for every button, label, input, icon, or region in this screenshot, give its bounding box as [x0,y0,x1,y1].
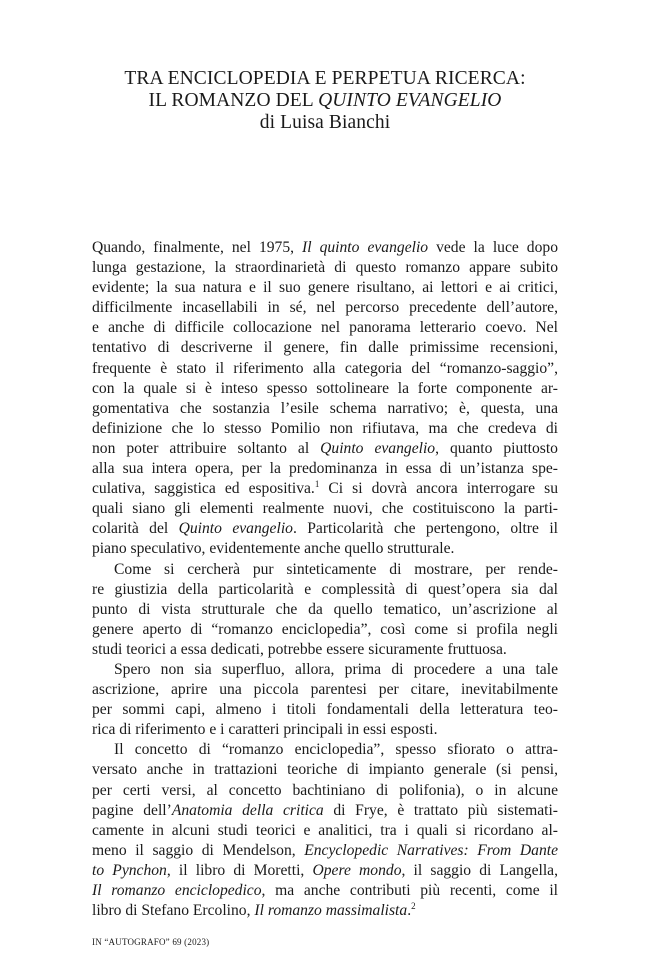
text-line [92,781,558,801]
text-line [92,720,558,740]
text-line [92,760,558,780]
text-line [92,620,558,640]
text-run: punto di vista strutturale che da quello tematico, un’ascrizione al [92,600,558,618]
text-line [92,660,558,680]
text-run: . Particolarità che pertengono, oltre il [292,520,558,538]
italic-title: Opere mondo [312,861,402,879]
text-line [92,499,558,519]
text-line [92,419,558,439]
text-run: studi teorici a essa dedicati, potrebbe essere sicuramente fruttuosa. [92,640,507,658]
text-line [92,439,558,459]
text-line [92,901,558,921]
text-line [92,539,558,559]
text-run: Quando, finalmente, nel 1975, [92,239,303,256]
title-line-2-prefix: IL ROMANZO DEL [148,90,319,111]
italic-title: Quinto evangelio [178,520,293,538]
text-line [92,459,558,479]
text-run: Ci si dovrà ancora interrogare su [319,480,558,498]
text-line [92,560,558,580]
article-header [0,68,650,134]
text-run: , il libro di Moretti, [166,861,313,879]
text-run: meno il saggio di Mendelson, [92,841,305,859]
title-line-2 [0,90,650,112]
text-run: ascrizione, aprire una piccola parentesi per citare, inevitabilmente [92,681,558,699]
footnote-marker: 1 [314,479,320,490]
text-run: per certi versi, al concetto bachtiniano di polifonia), o in alcune [92,781,558,799]
text-run: frequente è stato il riferimento alla categoria del “romanzo-saggio”, [92,359,558,377]
text-run: Spero non sia superfluo, allora, prima di procedere a una tale [114,660,558,678]
text-line [92,379,558,399]
text-run: per sommi capi, almeno i titoli fondamentali della letteratura teo- [92,701,558,719]
italic-title: Il romanzo enciclopedico [92,882,262,899]
text-run: vede la luce dopo [428,239,558,256]
text-run: tentativo di descriverne il genere, fin dalle primissime recensioni, [92,339,558,357]
title-line-1: TRA ENCICLOPEDIA E PERPETUA RICERCA: [124,68,526,89]
text-run: con la quale si è inteso spesso sottolineare la forte componente ar- [92,379,558,397]
text-run: , quanto piuttosto [435,439,558,457]
text-line [92,278,558,298]
text-run: di Frye, è trattato più sistemati- [323,801,558,819]
text-line [92,801,558,821]
italic-title: to Pynchon [92,861,167,879]
text-run: alla sua intera opera, per la predominanza in essa di un’istanza spe- [92,460,558,478]
text-run: camente in alcuni studi teorici e analitici, tra i quali si ricordano al- [92,821,558,839]
text-line [92,740,558,760]
text-line [92,519,558,539]
text-run: difficilmente incasellabili in sé, nel percorso precedente dell’autore, [92,299,558,317]
text-run: e anche di difficile collocazione nel panorama letterario coevo. Nel [92,319,558,337]
article-body [92,238,558,921]
text-line [92,238,558,258]
page-footer: IN “AUTOGRAFO” 69 (2023) [92,937,210,947]
italic-title: Quinto evangelio [320,439,436,457]
text-run: gomentativa che sostanzia l’esile schema narrativo; è, questa, una [92,399,558,417]
text-run: re giustizia della particolarità e complessità di quest’opera sia dal [92,580,558,598]
text-run: culativa, saggistica ed espositiva. [92,480,315,498]
text-line [92,841,558,861]
text-line [92,338,558,358]
italic-title: Encyclopedic Narratives: From Dante [304,841,559,859]
text-run: , il saggio di Langella, [401,861,558,879]
italic-title: Il quinto evangelio [302,239,429,256]
text-line [92,298,558,318]
text-run: definizione che lo stesso Pomilio non rifiutava, ma che credeva di [92,419,558,437]
text-line [92,359,558,379]
italic-title: Anatomia della critica [171,801,324,819]
text-line [92,318,558,338]
text-run: genere aperto di “romanzo enciclopedia”, così come si profila negli [92,620,558,638]
italic-title: Il romanzo massimalista [254,902,408,920]
text-run: . [407,902,412,920]
footnote-marker: 2 [411,901,416,912]
title-line-2-italic: QUINTO EVANGELIO [318,90,502,111]
text-line [92,640,558,660]
text-run: rica di riferimento e i caratteri principali in essi esposti. [92,721,438,739]
text-line [92,600,558,620]
text-line [92,479,558,499]
text-run: piano speculativo, evidentemente anche quello strutturale. [92,540,455,558]
text-run: , ma anche contributi più recenti, come il [261,882,558,899]
text-run: Il concetto di “romanzo enciclopedia”, spesso sfiorato o attra- [114,741,558,759]
text-run: non poter attribuire soltanto al [92,439,321,457]
text-line [92,258,558,278]
text-run: colarità del [92,520,179,538]
text-run: libro di Stefano Ercolino, [92,902,255,920]
author-byline: di Luisa Bianchi [259,112,391,133]
text-line [92,700,558,720]
text-run: versato anche in trattazioni teoriche di impianto generale (si pensi, [92,761,558,779]
text-line [92,881,558,901]
text-run: quali siano gli elementi realmente nuovi, che costituiscono la parti- [92,500,558,518]
text-line [92,580,558,600]
text-run: pagine dell’ [92,801,172,819]
text-run: evidente; la sua natura e il suo genere risultano, ai lettori e ai critici, [92,279,558,297]
text-line [92,680,558,700]
text-run: lunga gestazione, la straordinarietà di questo romanzo appare subito [92,259,558,277]
text-line [92,821,558,841]
text-line [92,399,558,419]
text-line [92,861,558,881]
text-run: Come si cercherà pur sinteticamente di mostrare, per rende- [114,560,558,578]
